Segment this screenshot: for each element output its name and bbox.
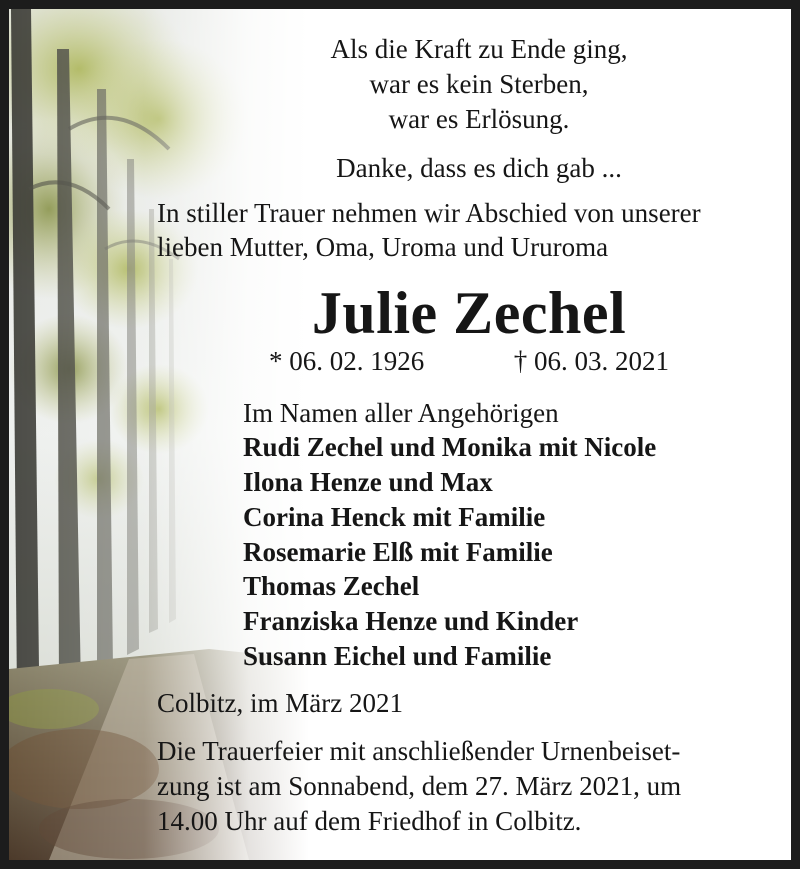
family-header: Im Namen aller Angehörigen (243, 398, 559, 428)
funeral-line-2: zung ist am Sonnabend, dem 27. März 2021, um (157, 771, 682, 801)
poem-line-1: Als die Kraft zu Ende ging, (330, 34, 628, 64)
funeral-line-1: Die Trauerfeier mit anschließender Urnenbeiset- (157, 736, 681, 766)
obituary-content (9, 9, 791, 860)
poem-line-3: war es Erlösung. (388, 104, 570, 134)
thanks-line: Danke, dass es dich gab ... (336, 153, 622, 183)
family-member: Franziska Henze und Kinder (243, 606, 579, 636)
death-date: † 06. 03. 2021 (513, 346, 669, 376)
family-member: Rosemarie Elß mit Familie (243, 537, 553, 567)
family-member: Rudi Zechel und Monika mit Nicole (243, 432, 657, 462)
funeral-line-3: 14.00 Uhr auf dem Friedhof in Colbitz. (157, 806, 582, 836)
intro-line-1: In stiller Trauer nehmen wir Abschied von unserer (157, 198, 701, 228)
family-member: Corina Henck mit Familie (243, 502, 546, 532)
family-member: Ilona Henze und Max (243, 467, 493, 497)
place-date: Colbitz, im März 2021 (157, 688, 403, 718)
poem-line-2: war es kein Sterben, (369, 69, 589, 99)
family-member: Thomas Zechel (243, 571, 420, 601)
birth-date: * 06. 02. 1926 (269, 346, 425, 376)
life-dates (269, 345, 669, 378)
deceased-name: Julie Zechel (311, 280, 627, 346)
intro-line-2: lieben Mutter, Oma, Uroma und Ururoma (157, 232, 609, 262)
family-member: Susann Eichel und Familie (243, 641, 552, 671)
